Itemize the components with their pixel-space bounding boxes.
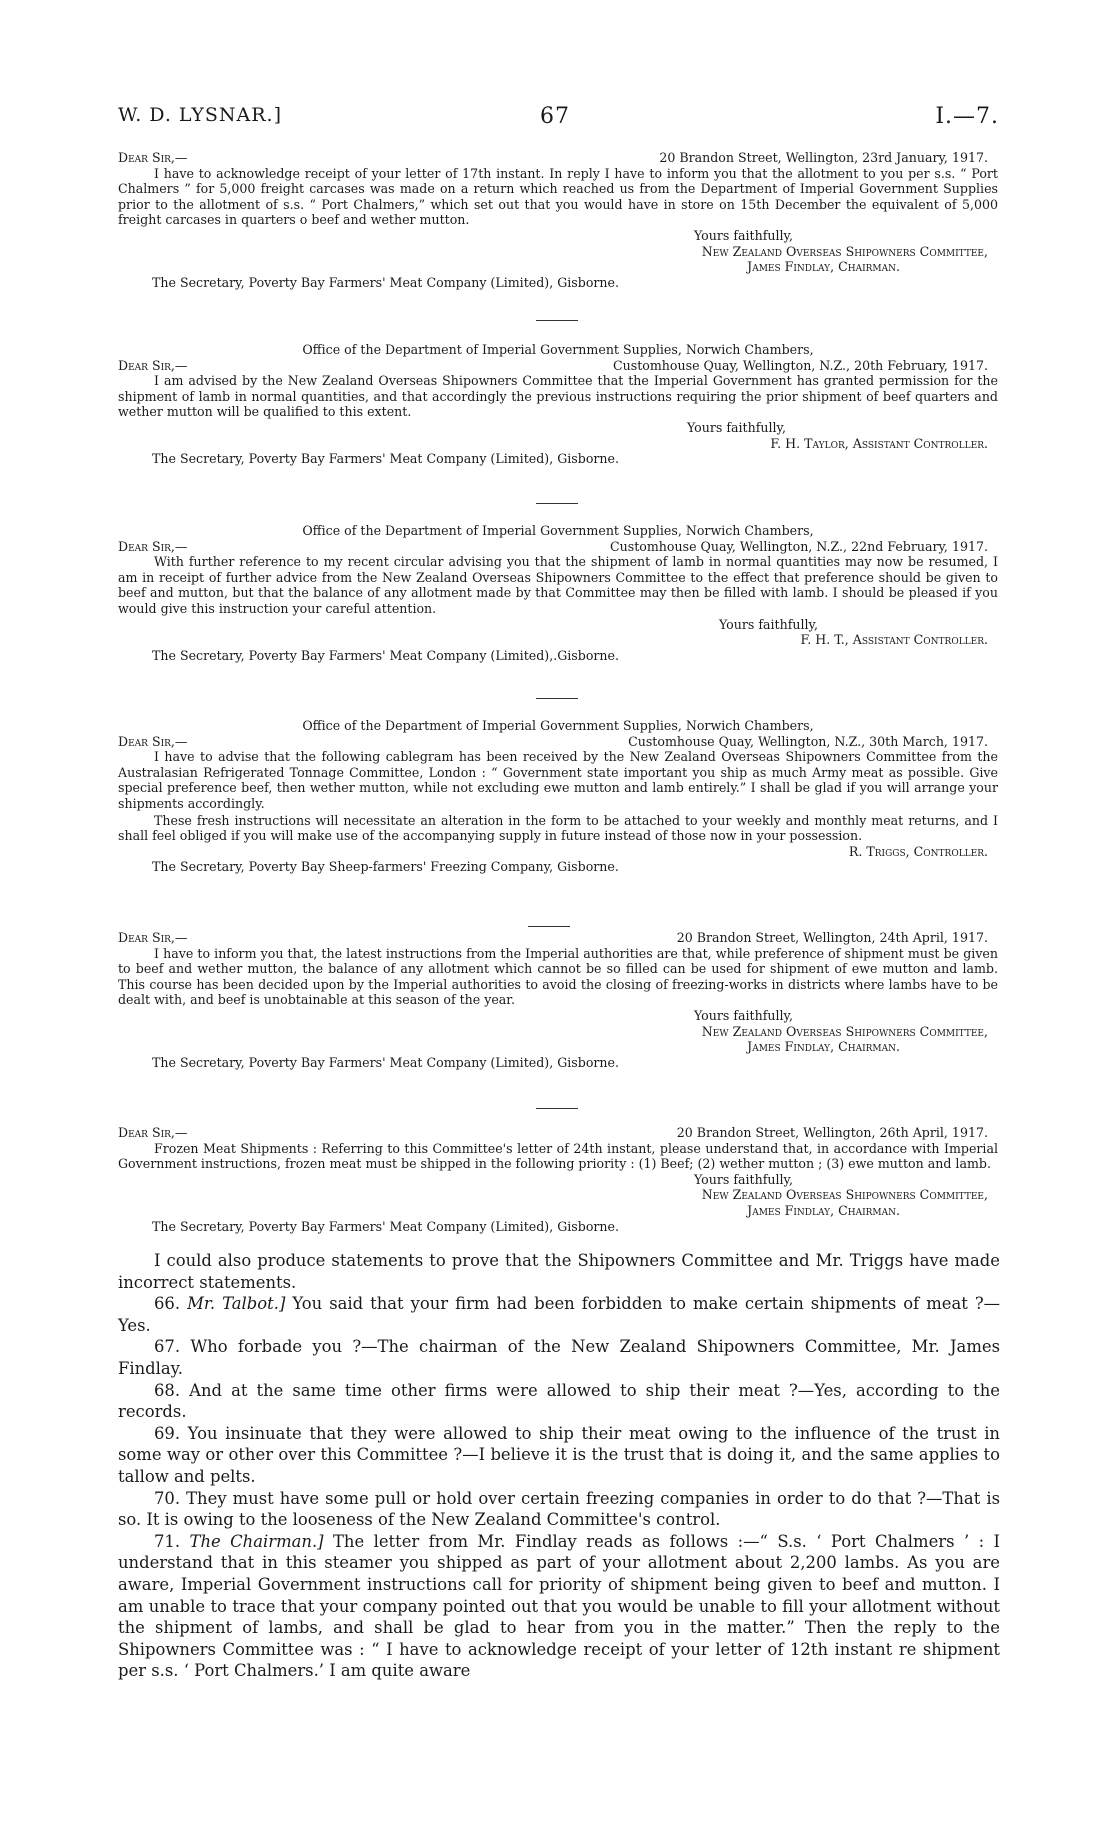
paper-reference: I.—7. <box>935 104 999 129</box>
letter-body: I have to acknowledge receipt of your letter of 17th instant. In reply I have to inform you that the allotment to you per s.s. “ Port Chalmers ” for 5,000 freight carcases was made on a return which reached us from the Department of Imperial Government Supplies prior to the allotment of s.s. “ Port Chalmers,” which set out that you would have in store on 15th December the equivalent of 5,000 freight carcases in quarters o beef and wether mutton. <box>118 165 998 228</box>
signatory-org: New Zealand Overseas Shipowners Committee, <box>701 1187 988 1203</box>
question-number: 71. <box>154 1531 181 1551</box>
addressee: The Secretary, Poverty Bay Farmers' Meat Company (Limited),.Gisborne. <box>152 647 619 663</box>
question-71 <box>118 1531 1000 1682</box>
divider <box>528 926 570 927</box>
signatory: F. H. T., Assistant Controller. <box>800 632 988 648</box>
place-date: 20 Brandon Street, Wellington, 24th April, 1917. <box>676 930 988 945</box>
addressee: The Secretary, Poverty Bay Farmers' Meat Company (Limited), Gisborne. <box>152 274 619 290</box>
office-line: Office of the Department of Imperial Government Supplies, Norwich Chambers, <box>302 523 814 538</box>
salutation: Dear Sir,— <box>118 733 188 749</box>
salutation: Dear Sir,— <box>118 150 188 165</box>
place-date: Customhouse Quay, Wellington, N.Z., 22nd February, 1917. <box>610 538 988 554</box>
addressee: The Secretary, Poverty Bay Farmers' Meat Company (Limited), Gisborne. <box>152 1218 619 1234</box>
office-line: Office of the Department of Imperial Government Supplies, Norwich Chambers, <box>302 718 814 733</box>
letter-4 <box>118 718 998 875</box>
place-date: 20 Brandon Street, Wellington, 26th April, 1917. <box>676 1125 988 1140</box>
testimony <box>118 1250 1000 1682</box>
salutation: Dear Sir,— <box>118 1125 188 1140</box>
letter-2 <box>118 342 998 467</box>
closing: Yours faithfully, <box>686 419 786 435</box>
closing: Yours faithfully, <box>693 1171 793 1187</box>
divider <box>536 503 578 504</box>
addressee: The Secretary, Poverty Bay Farmers' Meat Company (Limited), Gisborne. <box>152 1054 619 1070</box>
closing: Yours faithfully, <box>718 616 818 632</box>
signatory: R. Triggs, Controller. <box>848 843 988 859</box>
letter-body: I am advised by the New Zealand Overseas Shipowners Committee that the Imperial Government has granted permission for the shipment of lamb in normal quantities, and that accordingly the previous instructions requiring the prior shipment of beef quarters and wether mutton will be qualified to this extent. <box>118 373 998 420</box>
question-text: The letter from Mr. Findlay reads as follows :—“ S.s. ‘ Port Chalmers ’ : I understand that in this steamer you shipped as part of your allotment about 2,200 lambs. As you are aware, Imperial Government instructions call for priority of shipment being given to beef and mutton. I am unable to trace that your company pointed out that you would be unable to fill your allotment without the shipment of lambs, and shall be glad to hear from you in the matter.” Then the reply to the Shipowners Committee was : “ I have to acknowledge receipt of your letter of 12th instant re shipment per s.s. ‘ Port Chalmers.’ I am quite aware <box>118 1531 1001 1681</box>
divider <box>536 1108 578 1109</box>
question-number: 66. <box>154 1294 181 1314</box>
addressee: The Secretary, Poverty Bay Farmers' Meat Company (Limited), Gisborne. <box>152 451 619 467</box>
letter-5 <box>118 930 998 1070</box>
letter-3 <box>118 523 998 663</box>
question-66 <box>118 1293 1000 1336</box>
signatory: James Findlay, Chairman. <box>747 259 900 275</box>
letter-body-2: These fresh instructions will necessitate an alteration in the form to be attached to your weekly and monthly meat returns, and I shall feel obliged if you will make use of the accompanying supply in future instead of those now in your possession. <box>118 812 998 844</box>
question-70: 70. They must have some pull or hold over certain freezing companies in order to do that ?—That is so. It is owing to the looseness of the New Zealand Committee's control. <box>118 1488 1000 1530</box>
signatory: James Findlay, Chairman. <box>747 1202 900 1218</box>
speaker: The Chairman.] <box>189 1531 324 1551</box>
place-date: Customhouse Quay, Wellington, N.Z., 20th February, 1917. <box>613 357 988 373</box>
letter-1 <box>118 150 998 290</box>
page-number: 67 <box>540 104 570 129</box>
speaker: Mr. Talbot.] <box>187 1294 286 1314</box>
question-67: 67. Who forbade you ?—The chairman of the New Zealand Shipowners Committee, Mr. James Findlay. <box>118 1337 1000 1378</box>
closing: Yours faithfully, <box>693 1007 793 1023</box>
closing: Yours faithfully, <box>693 227 793 243</box>
signatory-org: New Zealand Overseas Shipowners Committee, <box>701 243 988 259</box>
letter-6 <box>118 1125 998 1234</box>
office-line: Office of the Department of Imperial Government Supplies, Norwich Chambers, <box>302 342 814 357</box>
signatory: F. H. Taylor, Assistant Controller. <box>770 435 988 451</box>
salutation: Dear Sir,— <box>118 930 188 945</box>
divider <box>536 698 578 699</box>
salutation: Dear Sir,— <box>118 538 188 554</box>
question-69: 69. You insinuate that they were allowed to ship their meat owing to the influence of the trust in some way or other over this Committee ?—I believe it is the trust that is doing it, and the same applies to tallow and pelts. <box>118 1423 1000 1486</box>
question-text: You said that your firm had been forbidden to make certain shipments of meat ?—Yes. <box>118 1294 1001 1335</box>
place-date: Customhouse Quay, Wellington, N.Z., 30th March, 1917. <box>628 733 988 749</box>
addressee: The Secretary, Poverty Bay Sheep-farmers' Freezing Company, Gisborne. <box>152 859 619 875</box>
signatory: James Findlay, Chairman. <box>747 1039 900 1055</box>
testimony-intro: I could also produce statements to prove that the Shipowners Committee and Mr. Triggs have made incorrect statements. <box>118 1251 1000 1292</box>
running-head-witness: W. D. LYSNAR.] <box>118 104 282 126</box>
question-68: 68. And at the same time other firms were allowed to ship their meat ?—Yes, according to the records. <box>118 1380 1000 1422</box>
signatory-org: New Zealand Overseas Shipowners Committee, <box>701 1023 988 1039</box>
letter-body: I have to advise that the following cablegram has been received by the New Zealand Overseas Shipowners Committee from the Australasian Refrigerated Tonnage Committee, London : “ Government state important you ship as much Army meat as possible. Give special preference beef, then wether mutton, while not excluding ewe mutton and lamb entirely.” I shall be glad if you will arrange your shipments accordingly. <box>118 749 998 811</box>
salutation: Dear Sir,— <box>118 357 188 373</box>
letter-body: Frozen Meat Shipments : Referring to this Committee's letter of 24th instant, please understand that, in accordance with Imperial Government instructions, frozen meat must be shipped in the following priority : (1) Beef; (2) wether mutton ; (3) ewe mutton and lamb. <box>118 1140 998 1172</box>
place-date: 20 Brandon Street, Wellington, 23rd January, 1917. <box>659 150 988 165</box>
divider <box>536 320 578 321</box>
letter-body: With further reference to my recent circular advising you that the shipment of lamb in normal quantities may now be resumed, I am in receipt of further advice from the New Zealand Overseas Shipowners Committee to the effect that preference should be given to beef and mutton, but that the balance of any allotment made by that Committee may then be filled with lamb. I should be pleased if you would give this instruction your careful attention. <box>118 554 998 616</box>
letter-body: I have to inform you that, the latest instructions from the Imperial authorities are that, while preference of shipment must be given to beef and wether mutton, the balance of any allotment which cannot be so filled can be used for shipment of ewe mutton and lamb. This course has been decided upon by the Imperial authorities to avoid the closing of freezing-works in districts where lambs have to be dealt with, and beef is unobtainable at this season of the year. <box>118 945 998 1008</box>
